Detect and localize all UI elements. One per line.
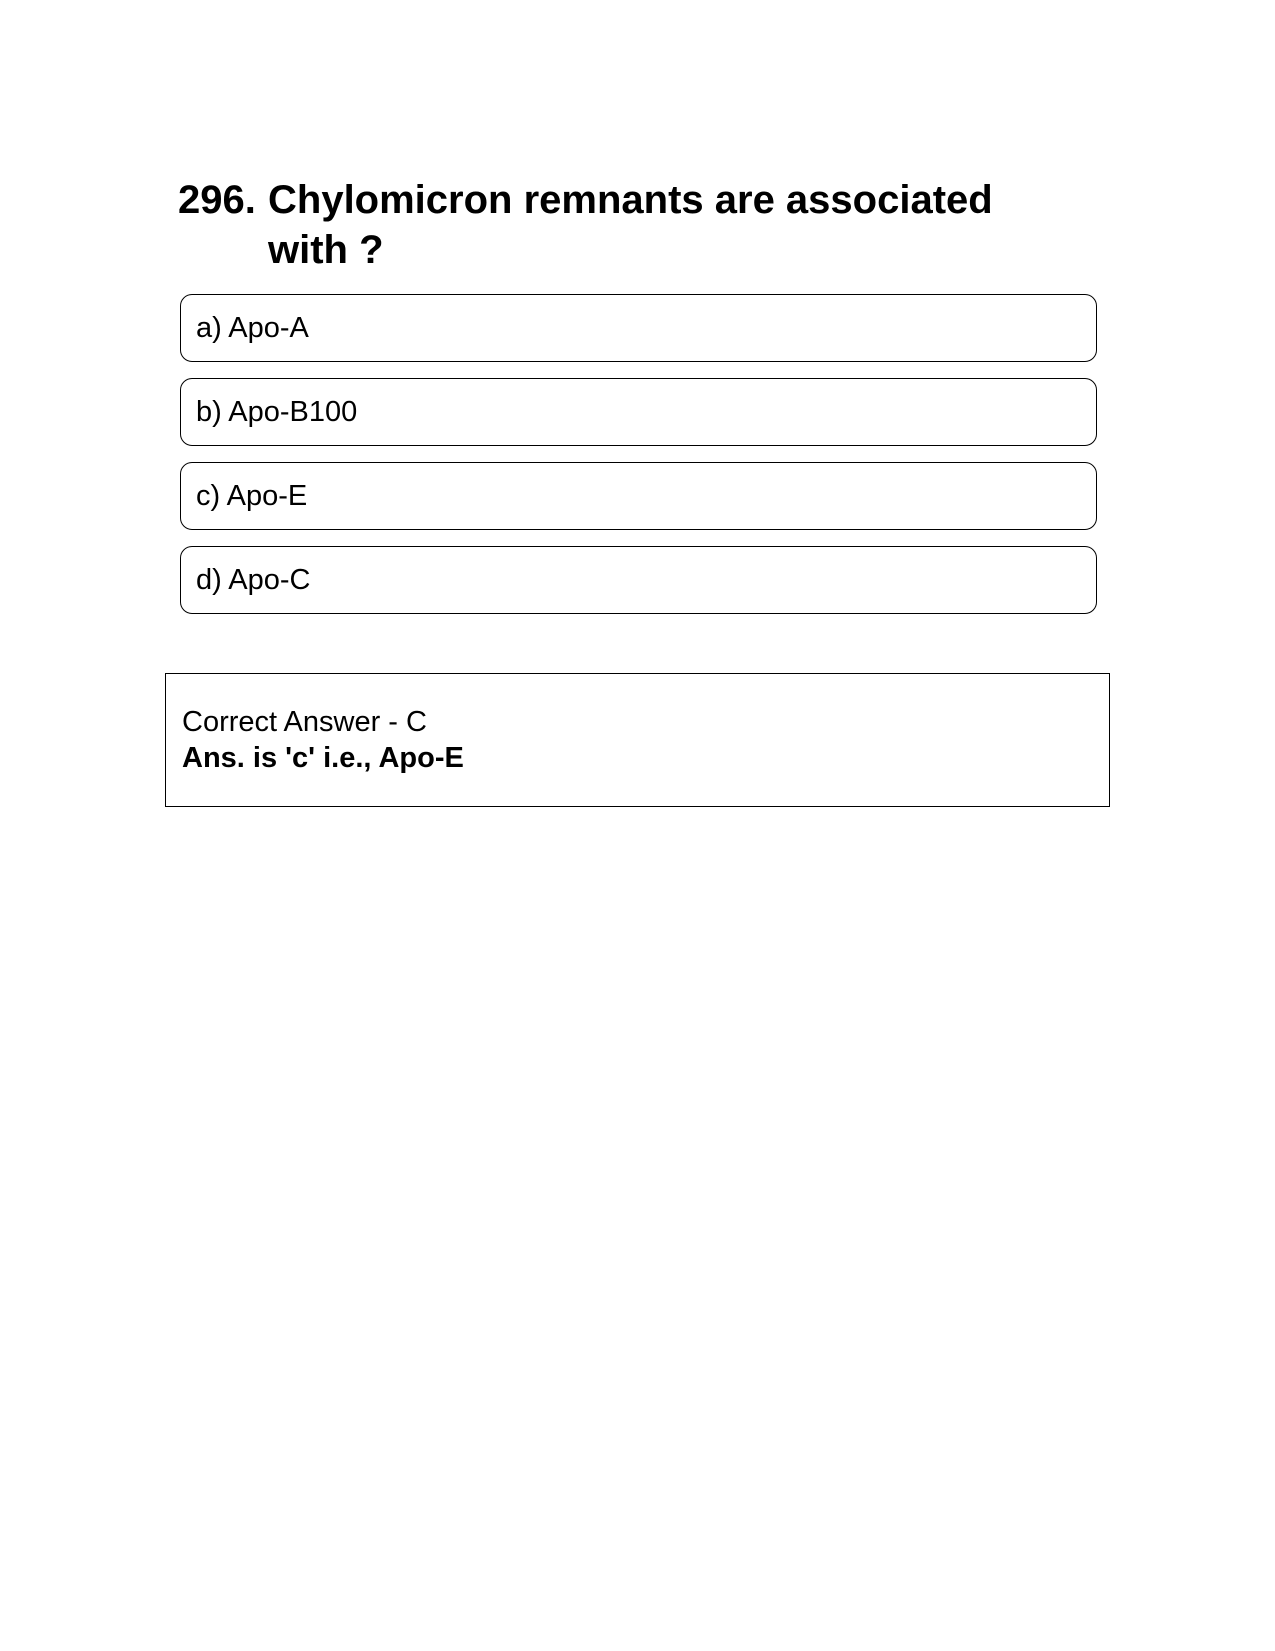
option-c[interactable]: c) Apo-E (180, 462, 1097, 530)
options-list (180, 294, 1097, 630)
question-number: 296. (178, 178, 256, 222)
correct-answer: Correct Answer - C (182, 706, 427, 738)
answer-explanation: Ans. is 'c' i.e., Apo-E (182, 742, 464, 774)
option-b[interactable]: b) Apo-B100 (180, 378, 1097, 446)
question (178, 175, 1098, 275)
question-text: Chylomicron remnants are associated with ? (268, 178, 993, 272)
option-d[interactable]: d) Apo-C (180, 546, 1097, 614)
answer-box (165, 673, 1110, 807)
option-a[interactable]: a) Apo-A (180, 294, 1097, 362)
